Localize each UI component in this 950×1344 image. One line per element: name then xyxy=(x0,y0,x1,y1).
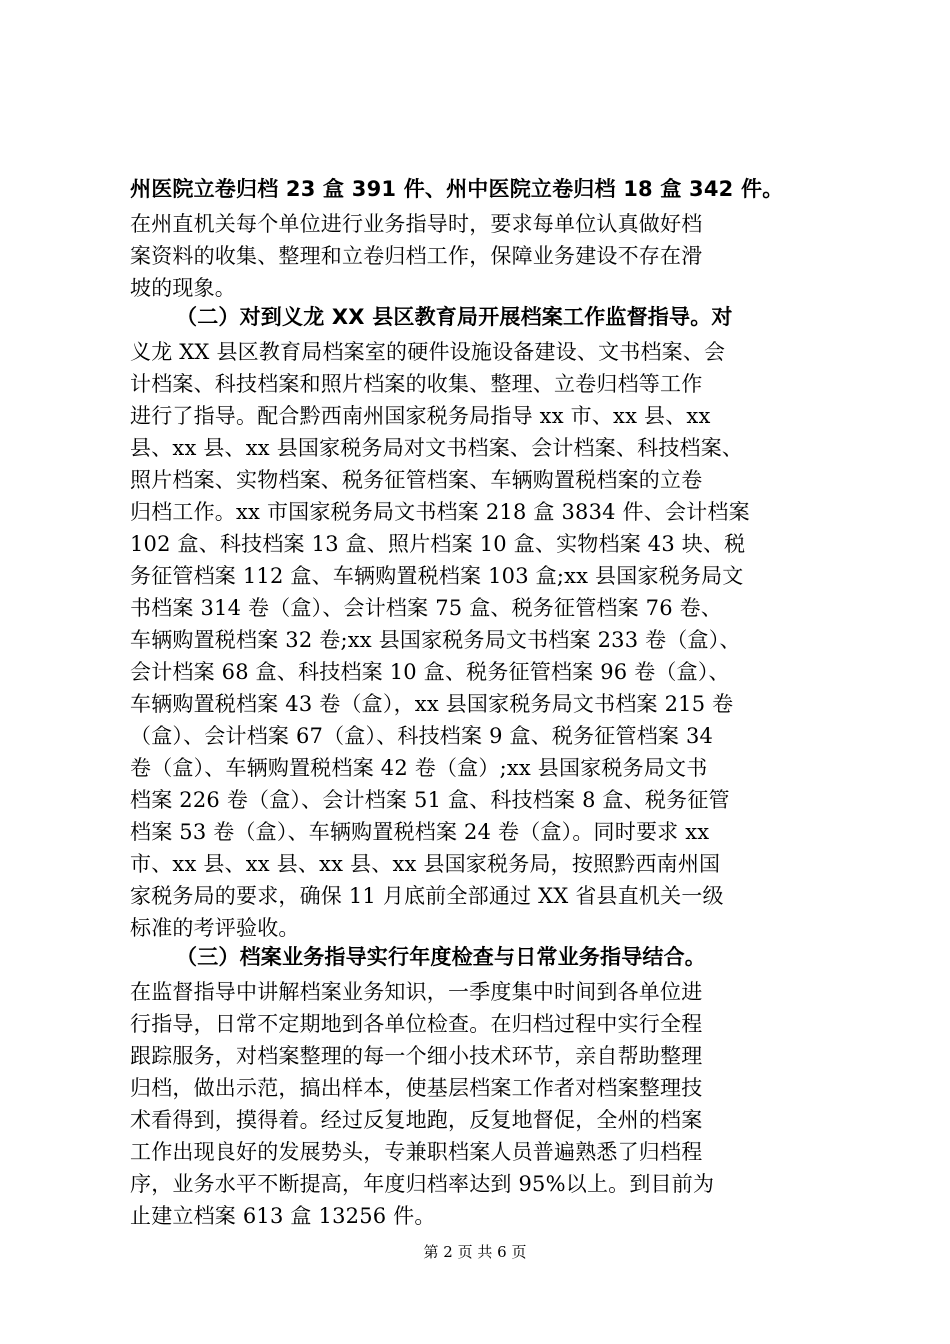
text-line: 车辆购置税档案 43 卷（盒），xx 县国家税务局文书档案 215 卷 xyxy=(130,692,734,716)
section-heading: （二）对到义龙 XX 县区教育局开展档案工作监督指导。对 xyxy=(176,305,733,329)
text-line: 在州直机关每个单位进行业务指导时，要求每单位认真做好档 xyxy=(130,212,703,236)
text-line: 照片档案、实物档案、税务征管档案、车辆购置税档案的立卷 xyxy=(130,468,703,492)
text-line: 案资料的收集、整理和立卷归档工作，保障业务建设不存在滑 xyxy=(130,244,703,268)
text-line: 归档，做出示范，搞出样本，使基层档案工作者对档案整理技 xyxy=(130,1076,703,1100)
text-line: （盒）、会计档案 67（盒）、科技档案 9 盒、税务征管档案 34 xyxy=(130,724,714,748)
text-line: 家税务局的要求，确保 11 月底前全部通过 XX 省县直机关一级 xyxy=(130,884,724,908)
text-line: 卷（盒）、车辆购置税档案 42 卷（盒）;xx 县国家税务局文书 xyxy=(130,756,708,780)
text-line: 档案 226 卷（盒）、会计档案 51 盒、科技档案 8 盒、税务征管 xyxy=(130,788,730,812)
text-line: 进行了指导。配合黔西南州国家税务局指导 xx 市、xx 县、xx xyxy=(130,404,711,428)
text-line: 市、xx 县、xx 县、xx 县、xx 县国家税务局，按照黔西南州国 xyxy=(130,852,721,876)
text-line: 102 盒、科技档案 13 盒、照片档案 10 盒、实物档案 43 块、税 xyxy=(130,532,746,556)
text-line: 序，业务水平不断提高，年度归档率达到 95%以上。到目前为 xyxy=(130,1172,715,1196)
text-line: 州医院立卷归档 23 盒 391 件、州中医院立卷归档 18 盒 342 件。 xyxy=(130,177,784,201)
text-line: 计档案、科技档案和照片档案的收集、整理、立卷归档等工作 xyxy=(130,372,703,396)
text-line: 止建立档案 613 盒 13256 件。 xyxy=(130,1204,436,1228)
text-line: 书档案 314 卷（盒）、会计档案 75 盒、税务征管档案 76 卷、 xyxy=(130,596,723,620)
text-line: 车辆购置税档案 32 卷;xx 县国家税务局文书档案 233 卷（盒）、 xyxy=(130,628,741,652)
text-line: 术看得到，摸得着。经过反复地跑，反复地督促，全州的档案 xyxy=(130,1108,703,1132)
text-line: 跟踪服务，对档案整理的每一个细小技术环节，亲自帮助整理 xyxy=(130,1044,703,1068)
text-line: 标准的考评验收。 xyxy=(130,916,300,940)
text-line: 行指导，日常不定期地到各单位检查。在归档过程中实行全程 xyxy=(130,1012,703,1036)
page-footer: 第 2 页 共 6 页 xyxy=(423,1243,527,1261)
text-line: 县、xx 县、xx 县国家税务局对文书档案、会计档案、科技档案、 xyxy=(130,436,744,460)
section-heading: （三）档案业务指导实行年度检查与日常业务指导结合。 xyxy=(176,945,706,969)
text-line: 义龙 XX 县区教育局档案室的硬件设施设备建设、文书档案、会 xyxy=(130,340,726,364)
text-line: 务征管档案 112 盒、车辆购置税档案 103 盒;xx 县国家税务局文 xyxy=(130,564,744,588)
text-line: 档案 53 卷（盒）、车辆购置税档案 24 卷（盒）。同时要求 xx xyxy=(130,820,710,844)
text-line: 归档工作。xx 市国家税务局文书档案 218 盒 3834 件、会计档案 xyxy=(130,500,750,524)
text-line: 工作出现良好的发展势头，专兼职档案人员普遍熟悉了归档程 xyxy=(130,1140,703,1164)
text-line: 会计档案 68 盒、科技档案 10 盒、税务征管档案 96 卷（盒）、 xyxy=(130,660,730,684)
text-line: 在监督指导中讲解档案业务知识，一季度集中时间到各单位进 xyxy=(130,980,703,1004)
text-line: 坡的现象。 xyxy=(130,276,236,300)
